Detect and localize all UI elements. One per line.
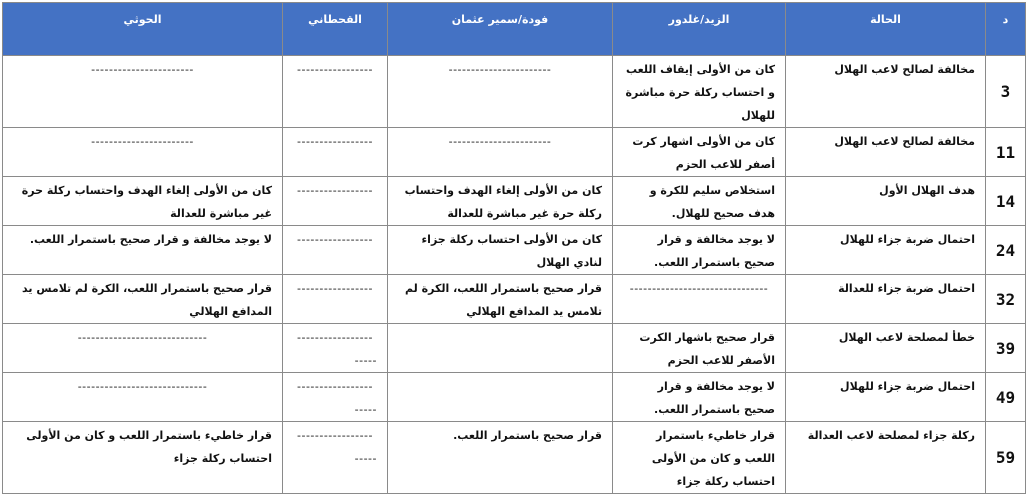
cell-houthi: قرار خاطيء باستمرار اللعب و كان من الأولى احتساب ركلة جزاء	[3, 422, 283, 494]
cell-fouda: قرار صحيح باستمرار اللعب.	[388, 422, 613, 494]
review-table	[2, 2, 1026, 494]
cell-minute: 49	[986, 373, 1026, 422]
cell-fouda	[388, 373, 613, 422]
cell-case: احتمال ضربة جزاء للعدالة	[786, 275, 986, 324]
cell-case: احتمال ضربة جزاء للهلال	[786, 373, 986, 422]
cell-minute: 59	[986, 422, 1026, 494]
cell-case: مخالفة لصالح لاعب الهلال	[786, 128, 986, 177]
cell-case: ركلة جزاء لمصلحة لاعب العدالة	[786, 422, 986, 494]
header-row	[3, 3, 1026, 56]
cell-zaid: كان من الأولى إيقاف اللعب و احتساب ركلة حرة مباشرة للهلال	[613, 56, 786, 128]
table-row	[3, 373, 1026, 422]
cell-qahtani: -----------------	[283, 226, 388, 275]
cell-houthi: لا يوجد مخالفة و قرار صحيح باستمرار اللعب.	[3, 226, 283, 275]
cell-zaid: قرار صحيح باشهار الكرت الأصفر للاعب الحزم	[613, 324, 786, 373]
cell-zaid: -------------------------------	[613, 275, 786, 324]
header-fouda: فودة/سمير عثمان	[388, 3, 613, 56]
cell-fouda: قرار صحيح باستمرار اللعب، الكرة لم تلامس يد المدافع الهلالي	[388, 275, 613, 324]
table-row	[3, 128, 1026, 177]
header-number: د	[986, 3, 1026, 56]
cell-fouda: -----------------------	[388, 128, 613, 177]
table-row	[3, 226, 1026, 275]
cell-minute: 32	[986, 275, 1026, 324]
cell-houthi: كان من الأولى إلغاء الهدف واحتساب ركلة حرة غير مباشرة للعدالة	[3, 177, 283, 226]
cell-minute: 39	[986, 324, 1026, 373]
header-case: الحالة	[786, 3, 986, 56]
header-zaid: الزيد/غلدور	[613, 3, 786, 56]
cell-fouda: كان من الأولى احتساب ركلة جزاء لنادي الهلال	[388, 226, 613, 275]
table-row	[3, 324, 1026, 373]
cell-fouda: كان من الأولى إلغاء الهدف واحتساب ركلة حرة غير مباشرة للعدالة	[388, 177, 613, 226]
cell-houthi: -----------------------	[3, 56, 283, 128]
cell-houthi: -----------------------------	[3, 324, 283, 373]
cell-case: مخالفة لصالح لاعب الهلال	[786, 56, 986, 128]
cell-houthi: -----------------------------	[3, 373, 283, 422]
header-qahtani: القحطاني	[283, 3, 388, 56]
cell-fouda	[388, 324, 613, 373]
cell-qahtani: -----------------	[283, 177, 388, 226]
cell-case: احتمال ضربة جزاء للهلال	[786, 226, 986, 275]
cell-houthi: قرار صحيح باستمرار اللعب، الكرة لم تلامس يد المدافع الهلالي	[3, 275, 283, 324]
cell-qahtani: ----------------- -----	[283, 324, 388, 373]
cell-zaid: استخلاص سليم للكرة و هدف صحيح للهلال.	[613, 177, 786, 226]
table-row	[3, 56, 1026, 128]
cell-case: هدف الهلال الأول	[786, 177, 986, 226]
cell-qahtani: -----------------	[283, 128, 388, 177]
cell-houthi: -----------------------	[3, 128, 283, 177]
cell-zaid: لا يوجد مخالفة و قرار صحيح باستمرار اللعب.	[613, 373, 786, 422]
cell-minute: 14	[986, 177, 1026, 226]
cell-qahtani: ----------------- -----	[283, 373, 388, 422]
cell-zaid: قرار خاطيء باستمرار اللعب و كان من الأولى احتساب ركلة جزاء	[613, 422, 786, 494]
table-row	[3, 177, 1026, 226]
header-houthi: الحوثي	[3, 3, 283, 56]
cell-qahtani: -----------------	[283, 56, 388, 128]
cell-minute: 11	[986, 128, 1026, 177]
table-row	[3, 422, 1026, 494]
cell-case: خطأ لمصلحة لاعب الهلال	[786, 324, 986, 373]
cell-zaid: كان من الأولى اشهار كرت أصفر للاعب الحزم	[613, 128, 786, 177]
cell-fouda: -----------------------	[388, 56, 613, 128]
cell-minute: 3	[986, 56, 1026, 128]
cell-qahtani: ----------------- -----	[283, 422, 388, 494]
cell-qahtani: -----------------	[283, 275, 388, 324]
cell-minute: 24	[986, 226, 1026, 275]
table-row	[3, 275, 1026, 324]
cell-zaid: لا يوجد مخالفة و قرار صحيح باستمرار اللعب.	[613, 226, 786, 275]
